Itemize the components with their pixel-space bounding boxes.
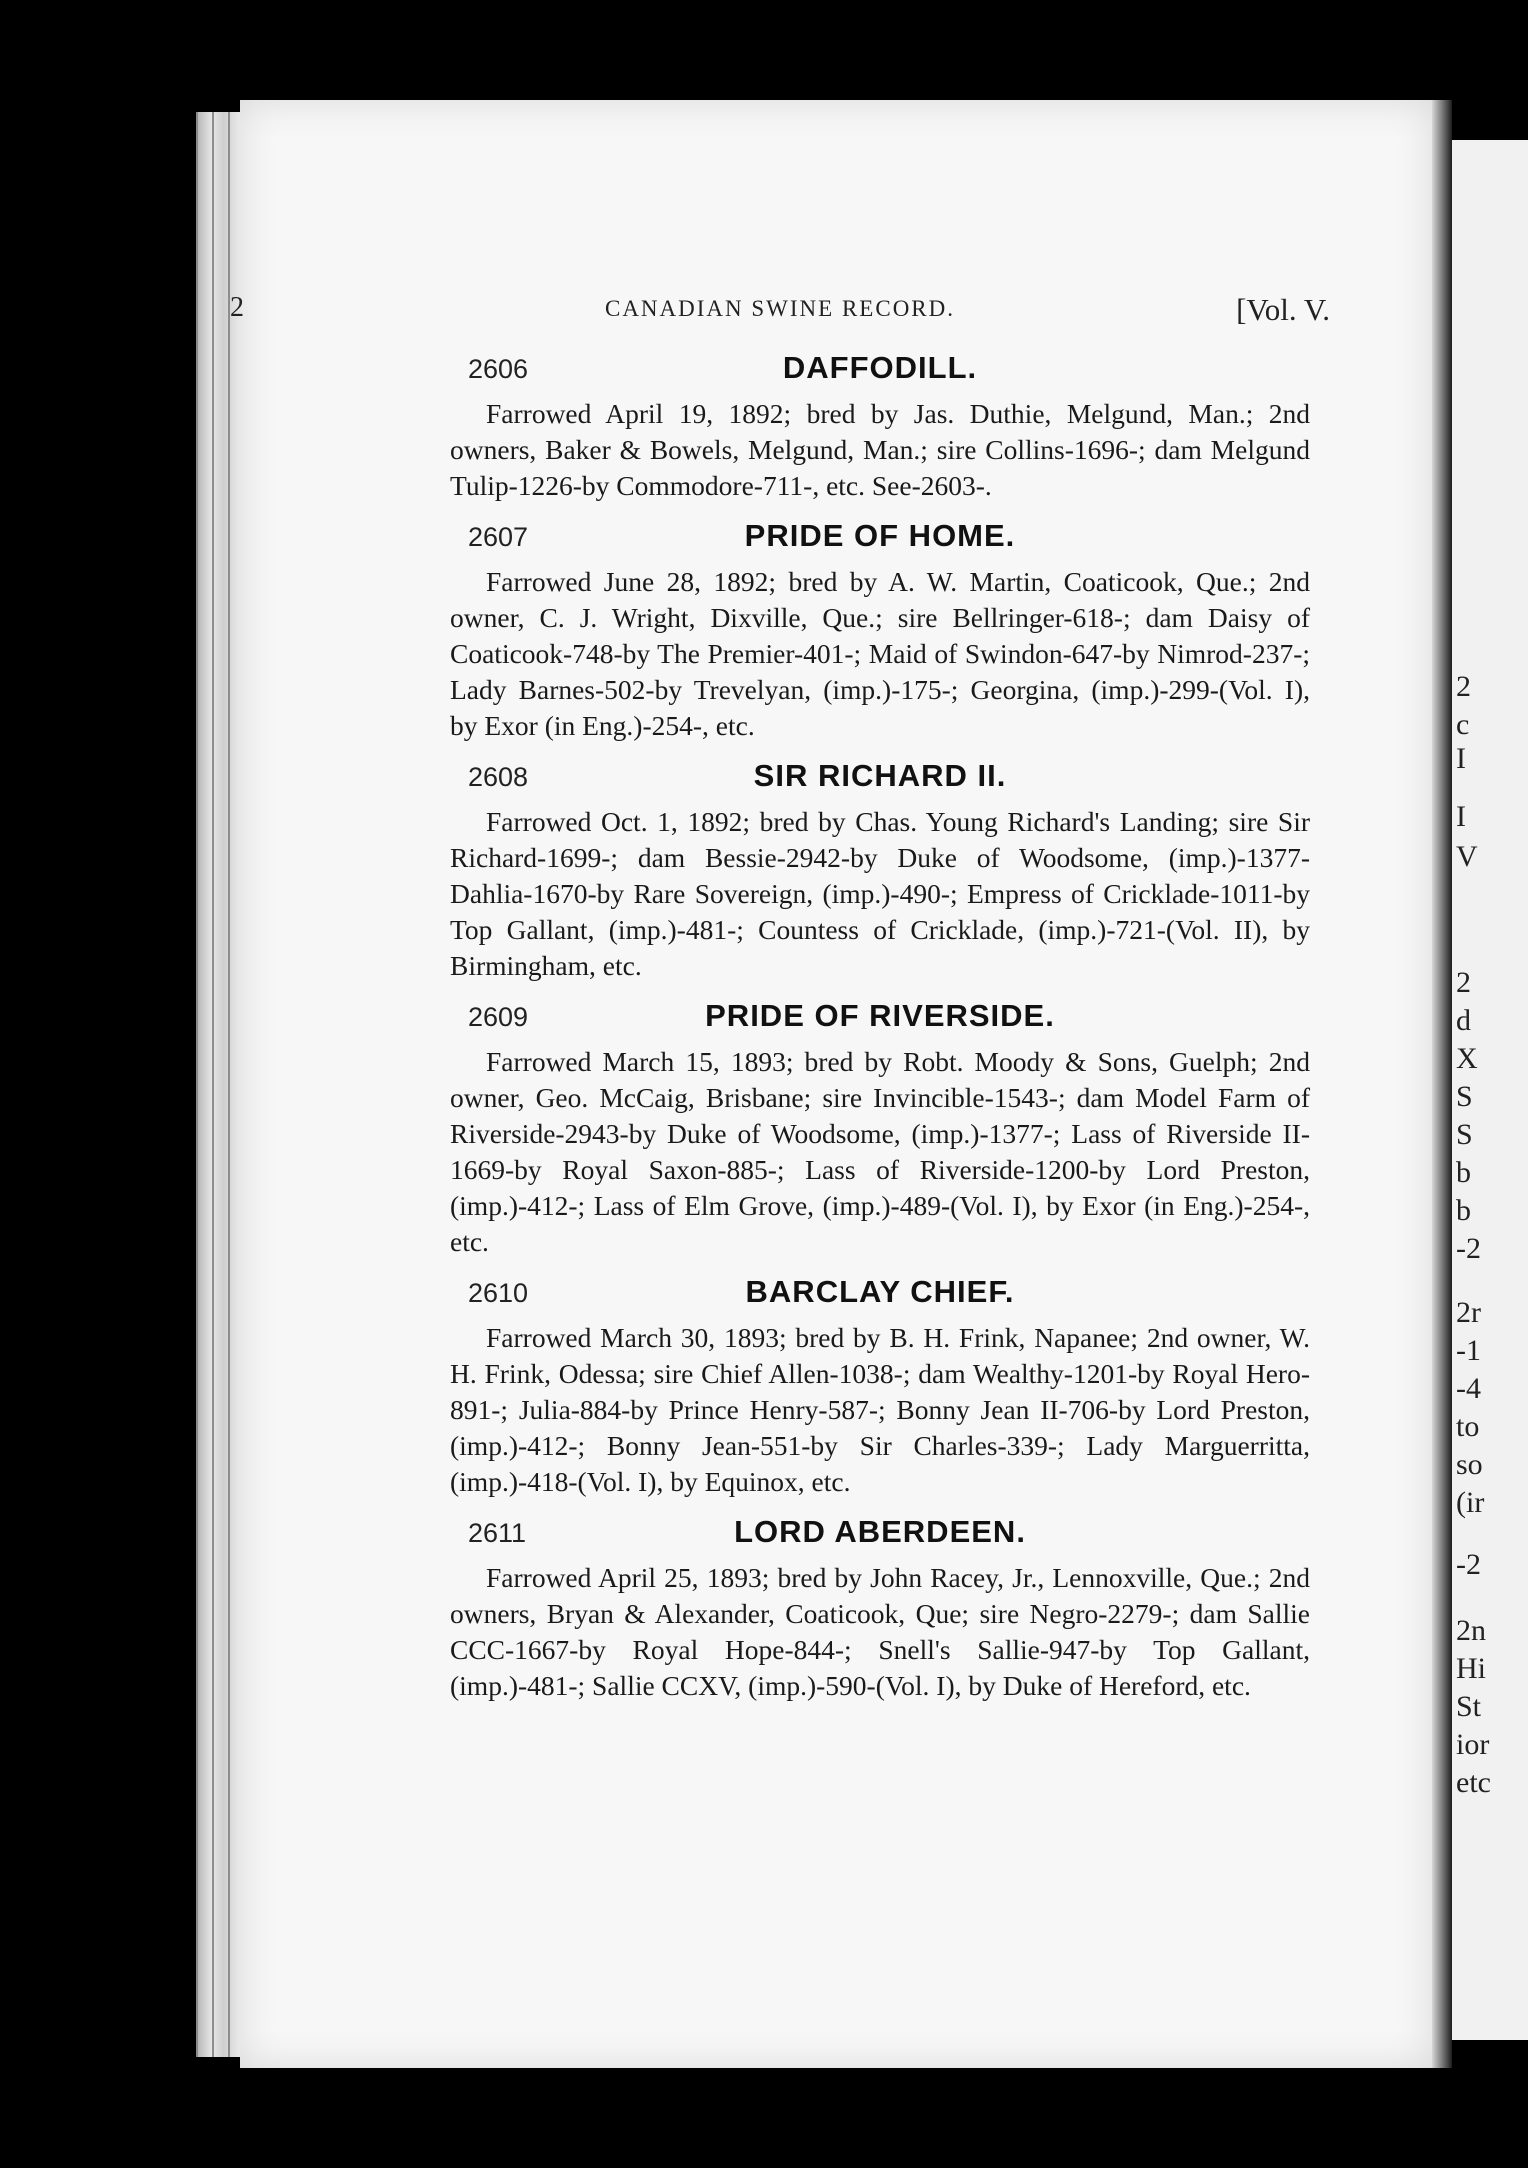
adjacent-page-text: 2r	[1456, 1296, 1481, 1329]
adjacent-page-text: Hi	[1456, 1652, 1486, 1685]
entry-number: 2610	[468, 1278, 529, 1308]
volume-label: [Vol. V.	[1236, 292, 1330, 327]
entry-name: SIR RICHARD II.	[753, 758, 1007, 793]
adjacent-page-text: V	[1456, 840, 1478, 873]
entry-name: PRIDE OF HOME.	[744, 518, 1016, 553]
entry-number: 2609	[468, 1002, 529, 1032]
adjacent-page-text: so	[1456, 1448, 1483, 1481]
entry-text: Farrowed March 30, 1893; bred by B. H. Frink, Napanee; 2nd owner, W. H. Frink, Odessa; sire Chief Allen-1038-; dam Wealthy-1201-by Royal Hero-891-; Julia-884-by Prince Henry-587-; Bonny Jean II-706-by Lord Preston, (imp.)-412-; Bonny Jean-551-by Sir Charles-339-; Lady Marguerritta, (imp.)-418-(Vol. I), by Equinox, etc.	[450, 1322, 1310, 1497]
entry-number: 2608	[468, 762, 529, 792]
entry-heading	[450, 758, 1310, 804]
adjacent-page-fragment	[1452, 140, 1528, 2040]
entry-number: 2611	[468, 1518, 527, 1548]
adjacent-page-text: d	[1456, 1004, 1471, 1037]
adjacent-page-text: -2	[1456, 1232, 1481, 1265]
adjacent-page-text: I	[1456, 742, 1466, 775]
adjacent-page-text: c	[1456, 708, 1470, 741]
record-entry	[450, 1274, 1310, 1500]
entry-text: Farrowed Oct. 1, 1892; bred by Chas. Young Richard's Landing; sire Sir Richard-1699-; dam Bessie-2942-by Duke of Woodsome, (imp.)-1377- Dahlia-1670-by Rare Sovereign, (imp.)-490-; Empress of Cricklade-1011-by Top Gallant, (imp.)-481-; Countess of Cricklade, (imp.)-721-(Vol. II), by Birmingham, etc.	[450, 806, 1310, 981]
adjacent-page-text: ior	[1456, 1728, 1490, 1761]
entry-heading	[450, 1274, 1310, 1320]
adjacent-page-text: b	[1456, 1156, 1471, 1189]
adjacent-page-text: 2	[1456, 966, 1471, 999]
page-number: 2	[230, 292, 244, 323]
entry-name: BARCLAY CHIEF.	[745, 1274, 1015, 1309]
adjacent-page-text: -1	[1456, 1334, 1481, 1367]
running-title: CANADIAN SWINE RECORD.	[604, 296, 956, 321]
record-entry	[450, 518, 1310, 744]
adjacent-page-text: 2n	[1456, 1614, 1486, 1647]
entry-heading	[450, 350, 1310, 396]
adjacent-page-text: b	[1456, 1194, 1471, 1227]
adjacent-page-text: S	[1456, 1080, 1473, 1113]
adjacent-page-text: S	[1456, 1118, 1473, 1151]
entry-number: 2606	[468, 354, 529, 384]
entry-name: PRIDE OF RIVERSIDE.	[705, 998, 1055, 1033]
adjacent-page-text: 2	[1456, 670, 1471, 703]
record-entry	[450, 1514, 1310, 1704]
page-header	[230, 292, 1330, 332]
entry-heading	[450, 1514, 1310, 1560]
entry-name: LORD ABERDEEN.	[734, 1514, 1026, 1549]
entry-heading	[450, 998, 1310, 1044]
adjacent-page-text: to	[1456, 1410, 1480, 1443]
book-gutter	[1432, 100, 1452, 2068]
adjacent-page-text: etc	[1456, 1766, 1491, 1799]
record-entries	[450, 350, 1310, 1718]
book-page-edges	[196, 112, 244, 2057]
entry-number: 2607	[468, 522, 529, 552]
adjacent-page-text: (ir	[1456, 1486, 1485, 1519]
entry-text: Farrowed April 19, 1892; bred by Jas. Duthie, Melgund, Man.; 2nd owners, Baker & Bowels, Melgund, Man.; sire Collins-1696-; dam Melgund Tulip-1226-by Commodore-711-, etc. See-2603-.	[450, 398, 1310, 501]
entry-text: Farrowed June 28, 1892; bred by A. W. Martin, Coaticook, Que.; 2nd owner, C. J. Wright, Dixville, Que.; sire Bellringer-618-; dam Daisy of Coaticook-748-by The Premier-401-; Maid of Swindon-647-by Nimrod-237-; Lady Barnes-502-by Trevelyan, (imp.)-175-; Georgina, (imp.)-299-(Vol. I), by Exor (in Eng.)-254-, etc.	[450, 566, 1310, 741]
record-entry	[450, 350, 1310, 504]
adjacent-page-text: I	[1456, 800, 1466, 833]
entry-text: Farrowed March 15, 1893; bred by Robt. Moody & Sons, Guelph; 2nd owner, Geo. McCaig, Brisbane; sire Invincible-1543-; dam Model Farm of Riverside-2943-by Duke of Woodsome, (imp.)-1377-; Lass of Riverside II-1669-by Royal Saxon-885-; Lass of Riverside-1200-by Lord Preston, (imp.)-412-; Lass of Elm Grove, (imp.)-489-(Vol. I), by Exor (in Eng.)-254-, etc.	[450, 1046, 1310, 1257]
adjacent-page-text: -2	[1456, 1548, 1481, 1581]
adjacent-page-text: -4	[1456, 1372, 1481, 1405]
record-entry	[450, 758, 1310, 984]
record-entry	[450, 998, 1310, 1260]
adjacent-page-text: X	[1456, 1042, 1478, 1075]
entry-text: Farrowed April 25, 1893; bred by John Racey, Jr., Lennoxville, Que.; 2nd owners, Bryan & Alexander, Coaticook, Que; sire Negro-2279-; dam Sallie CCC-1667-by Royal Hope-844-; Snell's Sallie-947-by Top Gallant, (imp.)-481-; Sallie CCXV, (imp.)-590-(Vol. I), by Duke of Hereford, etc.	[450, 1562, 1310, 1701]
entry-name: DAFFODILL.	[782, 350, 978, 385]
adjacent-page-text: St	[1456, 1690, 1482, 1723]
entry-heading	[450, 518, 1310, 564]
